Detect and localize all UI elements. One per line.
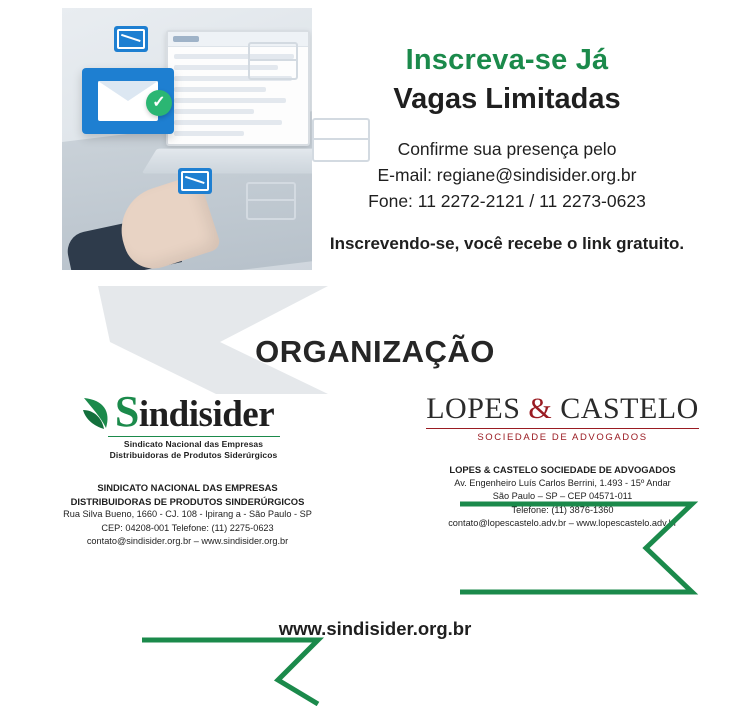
address-line: DISTRIBUIDORAS DE PRODUTOS SINDERÚRGICOS <box>70 495 305 507</box>
hero-headline-line2: Vagas Limitadas <box>393 83 621 115</box>
hero-headline-line1: Inscreva-se Já <box>405 44 609 76</box>
hero-cta-text: Inscrevendo-se, você recebe o link gratuito. <box>329 234 685 253</box>
green-chevron-decoration <box>456 500 706 596</box>
sindisider-initial: S <box>114 387 139 436</box>
hero-section <box>0 0 750 272</box>
lopes-castelo-tagline: SOCIEDADE DE ADVOGADOS <box>426 428 699 443</box>
address-line: São Paulo – SP – CEP 04571-011 <box>492 491 633 501</box>
sindisider-address <box>0 481 375 549</box>
hero-text-block <box>272 44 742 254</box>
leaf-icon <box>82 396 112 430</box>
hero-email-line: E-mail: regiane@sindisider.org.br <box>377 165 637 185</box>
lc-word1: LOPES <box>426 392 521 425</box>
address-line: SINDICATO NACIONAL DAS EMPRESAS <box>97 482 278 493</box>
check-badge-icon: ✓ <box>146 90 172 116</box>
lc-ampersand: & <box>528 392 553 425</box>
hero-confirm-line: Confirme sua presença pelo <box>397 139 617 159</box>
address-line: LOPES & CASTELO SOCIEDADE DE ADVOGADOS <box>449 464 676 475</box>
envelope-icon <box>178 168 212 194</box>
hero-phone-line: Fone: 11 2272-2121 / 11 2273-0623 <box>368 191 646 211</box>
sindisider-logo <box>78 387 298 460</box>
sindisider-tagline-line2: Distribuidoras de Produtos Siderúrgicos <box>109 450 278 460</box>
address-line: Av. Engenheiro Luís Carlos Berrini, 1.493 - 15º Andar <box>454 477 671 488</box>
lopes-castelo-wordmark <box>426 392 699 426</box>
organizer-sindisider <box>0 387 375 549</box>
address-line: contato@sindisider.org.br – www.sindisider.org.br <box>86 536 289 546</box>
organizacao-title: ORGANIZAÇÃO <box>255 334 495 369</box>
address-line: contato@lopescastelo.adv.br – www.lopescastelo.adv.br <box>448 518 677 528</box>
footer-website[interactable]: www.sindisider.org.br <box>278 618 472 639</box>
lc-word2: CASTELO <box>560 392 699 425</box>
green-chevron-decoration-2 <box>138 636 328 706</box>
lopes-castelo-logo <box>426 392 699 443</box>
address-line: Rua Silva Bueno, 1660 - CJ. 108 - Ipirang a - São Paulo - SP <box>63 509 312 519</box>
address-line: CEP: 04208-001 Telefone: (11) 2275-0623 <box>101 522 274 533</box>
address-line: Telefone: (11) 3876-1360 <box>511 504 614 515</box>
sindisider-wordmark-rest: indisider <box>138 394 275 435</box>
sindisider-tagline-line1: Sindicato Nacional das Empresas <box>123 439 264 449</box>
sindisider-tagline <box>108 436 280 461</box>
envelope-icon <box>114 26 148 52</box>
